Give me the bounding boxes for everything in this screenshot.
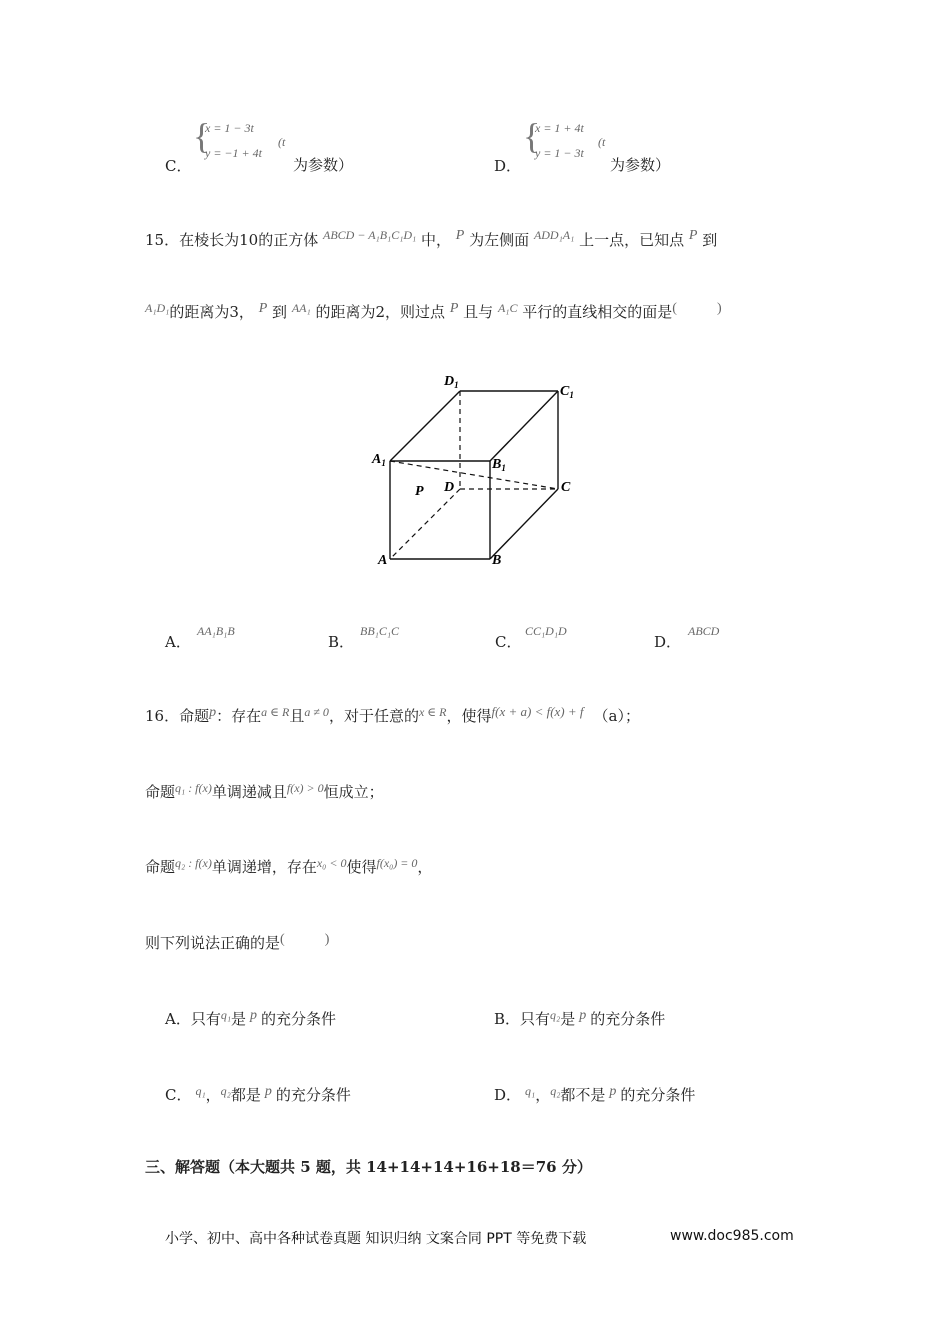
q15-line2 — [145, 301, 722, 322]
q14-c-brace: { — [193, 116, 211, 156]
q15-text-3: 中， — [421, 231, 452, 249]
q16-l4-text-1: 则下列说法正确的是 — [145, 934, 281, 952]
q15-paren-close: ) — [716, 301, 722, 316]
q16-c-mid: 都是 — [230, 1086, 261, 1104]
q16-option-a — [165, 1008, 336, 1029]
q15-point-p-2: P — [688, 228, 698, 243]
q15-face-name: ADD₁A₁ — [533, 228, 575, 242]
q16-x0-lt-0: x₀ < 0 — [316, 856, 347, 870]
q16-option-d — [494, 1084, 695, 1105]
q16-a-end: 的充分条件 — [261, 1010, 337, 1028]
q15-option-c-value: CC₁D₁D — [525, 624, 567, 638]
q16-option-b — [494, 1008, 665, 1029]
q16-q1-def: q₁ : f(x) — [175, 781, 212, 795]
q15-option-a-value: AA₁B₁B — [197, 624, 235, 638]
section-3-heading: 三、解答题（本大题共 5 题，共 14+14+14+16+18＝76 分） — [145, 1158, 592, 1176]
q15-l2-text-2: ， — [238, 303, 254, 321]
q16-text-2: ：存在 — [216, 707, 262, 725]
label-a1: $A_1$ — [372, 452, 386, 468]
q14-d-brace: { — [523, 116, 541, 156]
label-d: D — [444, 480, 455, 495]
q16-d-comma: ， — [535, 1086, 551, 1104]
q16-a-ne-0: a ≠ 0 — [304, 705, 329, 719]
q15-l2-text-3: 到 — [272, 303, 288, 321]
q16-c-end: 的充分条件 — [275, 1086, 351, 1104]
q15-option-d-value: ABCD — [688, 624, 720, 638]
q15-option-d-label: D． — [654, 633, 682, 651]
q14-c-param: 为参数） — [293, 156, 354, 174]
q14-d-eq2: y = 1 − 3t — [535, 146, 584, 160]
q15-point-p: P — [455, 228, 465, 243]
q15-num-2: 2 — [375, 303, 386, 321]
q15-option-a-label: A． — [165, 633, 191, 651]
q16-line1 — [145, 705, 640, 726]
q16-text-5: ，使得 — [446, 707, 492, 725]
edge-c1b1 — [490, 391, 558, 461]
q15-l2-text-1: 的距离为 — [169, 303, 230, 321]
q16-c-p: p — [264, 1084, 272, 1099]
q16-l3-text-2: 单调递增，存在 — [211, 858, 317, 876]
q15-option-c-label: C． — [495, 633, 522, 651]
q15-cube-figure — [360, 365, 590, 575]
q14-option-c-label: C． — [165, 157, 192, 175]
q15-l2-text-6: 且与 — [463, 303, 494, 321]
footer-text: 小学、初中、高中各种试卷真题 知识归纳 文案合同 PPT 等免费下载 — [165, 1231, 587, 1247]
q15-text-4: 为左侧面 — [469, 231, 530, 249]
q16-line4 — [145, 932, 329, 953]
q15-num-10: 10 — [239, 231, 259, 249]
q16-d-label: D． — [494, 1086, 522, 1104]
q15-paren-open: ( — [672, 301, 677, 316]
q15-l2-text-5: ，则过点 — [385, 303, 446, 321]
q15-num-3: 3 — [229, 303, 239, 321]
q16-option-c — [165, 1084, 351, 1105]
q15-l2-point-p-2: P — [449, 301, 459, 316]
q15-option-b-label: B． — [328, 633, 355, 651]
q16-b-q: q₂ — [550, 1008, 561, 1022]
q16-prop-p: p — [209, 705, 217, 720]
q14-option-d-label: D． — [494, 157, 522, 175]
q16-a-p: p — [250, 1008, 258, 1023]
q16-c-label: C． — [165, 1086, 192, 1104]
q16-l2-text-1: 命题 — [145, 783, 176, 801]
q15-text-1: 15．在棱长为 — [145, 231, 240, 249]
q15-l2-text-4: 的距离为 — [315, 303, 376, 321]
q16-paren-close: ) — [324, 932, 330, 947]
q16-q2-def: q₂ : f(x) — [175, 856, 212, 870]
q15-cube-name: ABCD − A₁B₁C₁D₁ — [322, 228, 417, 242]
q16-text-3: 且 — [289, 707, 305, 725]
label-b1: $B_1$ — [492, 457, 506, 473]
q15-text-5: 上一点，已知点 — [579, 231, 685, 249]
q15-seg-a1d1: A₁D₁ — [145, 301, 170, 315]
q16-text-6: （a）； — [593, 707, 640, 725]
q14-d-eq1: x = 1 + 4t — [535, 121, 584, 135]
q16-a-mid: 是 — [231, 1010, 247, 1028]
label-b: B — [492, 553, 502, 568]
q16-d-p: p — [609, 1084, 617, 1099]
label-a: A — [378, 553, 388, 568]
q16-d-q1: q₁ — [525, 1084, 536, 1098]
q16-c-q1: q₁ — [195, 1084, 206, 1098]
q15-text-6: 到 — [702, 231, 718, 249]
q16-d-mid: 都不是 — [560, 1086, 606, 1104]
q16-line3 — [145, 856, 432, 877]
q16-fx0-eq-0: f(x₀) = 0 — [376, 856, 418, 870]
q16-a-label: A．只有 — [165, 1010, 221, 1028]
edge-cb — [490, 489, 558, 559]
q16-paren-open: ( — [280, 932, 285, 947]
q16-a-q: q₁ — [220, 1008, 232, 1022]
q16-line2 — [145, 781, 384, 802]
q15-l2-text-7: 平行的直线相交的面是 — [522, 303, 673, 321]
label-c1: $C_1$ — [560, 384, 574, 400]
q16-l3-text-3: 使得 — [346, 858, 377, 876]
q15-seg-aa1: AA₁ — [291, 301, 311, 315]
q15-l2-point-p: P — [258, 301, 268, 316]
q16-d-q2: q₂ — [550, 1084, 561, 1098]
q14-c-eq1: x = 1 − 3t — [205, 121, 254, 135]
q16-x-in-r: x ∈ R — [418, 705, 447, 719]
q15-line1 — [145, 229, 717, 250]
q16-c-comma: ， — [205, 1086, 221, 1104]
q16-l3-text-1: 命题 — [145, 858, 176, 876]
q16-l2-text-3: 恒成立； — [323, 783, 384, 801]
q15-seg-a1c: A₁C — [497, 301, 518, 315]
q16-b-mid: 是 — [560, 1010, 576, 1028]
edge-da-hidden — [390, 489, 460, 559]
q16-text-1: 16．命题 — [145, 707, 210, 725]
label-d1: $D_1$ — [444, 374, 459, 390]
label-c: C — [561, 480, 571, 495]
q15-option-b-value: BB₁C₁C — [360, 624, 400, 638]
q14-c-eq2: y = −1 + 4t — [205, 146, 262, 160]
q14-d-t: (t — [598, 135, 606, 149]
edge-a1d1 — [390, 391, 460, 461]
label-p: P — [415, 484, 424, 499]
footer-url[interactable]: www.doc985.com — [670, 1228, 794, 1244]
q14-d-param: 为参数） — [610, 156, 671, 174]
q16-q1-cond: f(x) > 0 — [286, 781, 324, 795]
q16-b-p: p — [579, 1008, 587, 1023]
q16-a-in-r: a ∈ R — [261, 705, 290, 719]
q16-l2-text-2: 单调递减且 — [211, 783, 287, 801]
q16-b-label: B．只有 — [494, 1010, 551, 1028]
q16-l3-text-4: ， — [417, 858, 433, 876]
q16-b-end: 的充分条件 — [590, 1010, 666, 1028]
q16-c-q2: q₂ — [220, 1084, 231, 1098]
q16-d-end: 的充分条件 — [620, 1086, 696, 1104]
q16-text-4: ，对于任意的 — [328, 707, 419, 725]
q16-inequality: f(x + a) < f(x) + f — [491, 704, 584, 719]
q14-c-t: (t — [278, 135, 286, 149]
q15-text-2: 的正方体 — [258, 231, 319, 249]
